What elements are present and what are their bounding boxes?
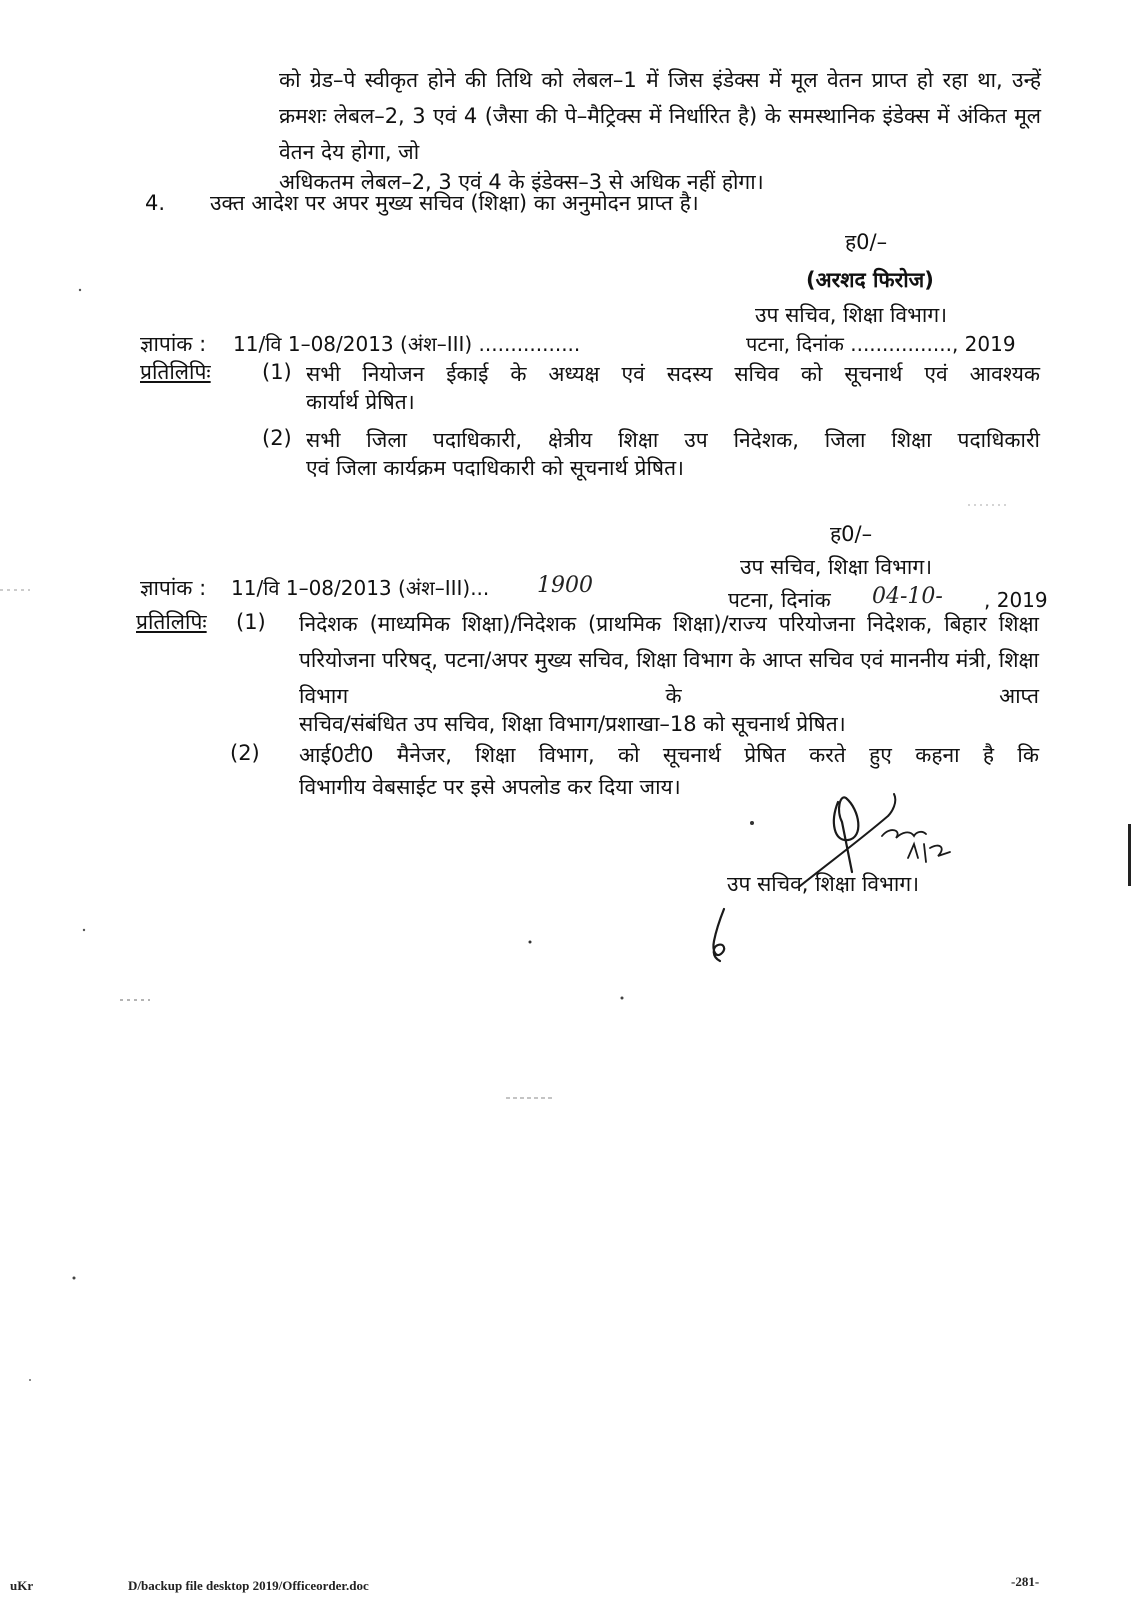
copy-label: प्रतिलिपिः: [136, 610, 207, 634]
signed-mark: ह0/–: [845, 230, 888, 254]
footer-file-path: D/backup file desktop 2019/Officeorder.doc: [128, 1578, 369, 1593]
copy-item-number: (2): [262, 426, 292, 450]
copy-item-number: (1): [262, 360, 292, 384]
memo-ref-label: ज्ञापांक :: [140, 576, 207, 600]
signed-mark: ह0/–: [830, 522, 873, 546]
copy-item-text: सभी नियोजन ईकाई के अध्यक्ष एवं सदस्य सचिव को सूचनार्थ एवं आवश्यक: [306, 362, 1040, 386]
memo-ref-handwritten: 1900: [537, 573, 593, 598]
memo-date-handwritten: 04-10-: [872, 584, 943, 609]
copy-item-text-cont: कार्यार्थ प्रेषित।: [306, 390, 415, 414]
signatory-designation: उप सचिव, शिक्षा विभाग।: [755, 303, 948, 327]
copy-item-text-cont: एवं जिला कार्यक्रम पदाधिकारी को सूचनार्थ प्रेषित।: [306, 456, 685, 480]
footer-initials: uKr: [10, 1578, 34, 1593]
continuation-last-line: अधिकतम लेबल–2, 3 एवं 4 के इंडेक्स–3 से अधिक नहीं होगा।: [279, 170, 764, 194]
footer-page-number: -281-: [1011, 1574, 1040, 1589]
memo-year: , 2019: [984, 588, 1048, 612]
copy-item-number: (2): [230, 741, 260, 765]
signatory-designation: उप सचिव, शिक्षा विभाग।: [740, 555, 933, 579]
point-text: उक्त आदेश पर अपर मुख्य सचिव (शिक्षा) का अनुमोदन प्राप्त है।: [210, 191, 699, 215]
copy-item-text: आई0टी0 मैनेजर, शिक्षा विभाग, को सूचनार्थ प्रेषित करते हुए कहना है कि: [299, 743, 1039, 767]
copy-item-number: (1): [236, 610, 266, 634]
memo-place-date: पटना, दिनांक ................, 2019: [746, 332, 1016, 356]
point-number: 4.: [145, 191, 166, 215]
copy-item-text-cont: विभागीय वेबसाईट पर इसे अपलोड कर दिया जाय।: [299, 775, 681, 799]
memo-ref-number: 11/वि 1–08/2013 (अंश–III) ................: [233, 332, 581, 356]
continuation-text: को ग्रेड–पे स्वीकृत होने की तिथि को लेबल–1 में जिस इंडेक्स में मूल वेतन प्राप्त हो रहा था, उन्हें क्रमशः लेबल–2, 3 एवं 4 (जैसा की पे–मैट्रिक्स में निर्धारित है) के समस्थानिक इंडेक्स में अंकित मूल वेतन देय होगा, जो: [279, 68, 1041, 164]
memo-ref-label: ज्ञापांक :: [140, 332, 207, 356]
copy-item-text-last: सचिव/संबंधित उप सचिव, शिक्षा विभाग/प्रशाखा–18 को सूचनार्थ प्रेषित।: [299, 712, 846, 736]
signatory-name: (अरशद फिरोज): [806, 268, 934, 292]
copy-item-text: निदेशक (माध्यमिक शिक्षा)/निदेशक (प्राथमिक शिक्षा)/राज्य परियोजना निदेशक, बिहार शिक्षा परियोजना परिषद्, पटना/अपर मुख्य सचिव, शिक्षा विभाग के आप्त सचिव एवं माननीय मंत्री, शिक्षा विभाग के आप्त: [299, 612, 1039, 708]
copy-item-text: सभी जिला पदाधिकारी, क्षेत्रीय शिक्षा उप निदेशक, जिला शिक्षा पदाधिकारी: [306, 428, 1040, 452]
memo-place-label: पटना, दिनांक: [728, 588, 831, 612]
copy-label: प्रतिलिपिः: [140, 360, 211, 384]
memo-ref-number: 11/वि 1–08/2013 (अंश–III)...: [231, 576, 490, 600]
signatory-designation: उप सचिव, शिक्षा विभाग।: [727, 872, 920, 896]
